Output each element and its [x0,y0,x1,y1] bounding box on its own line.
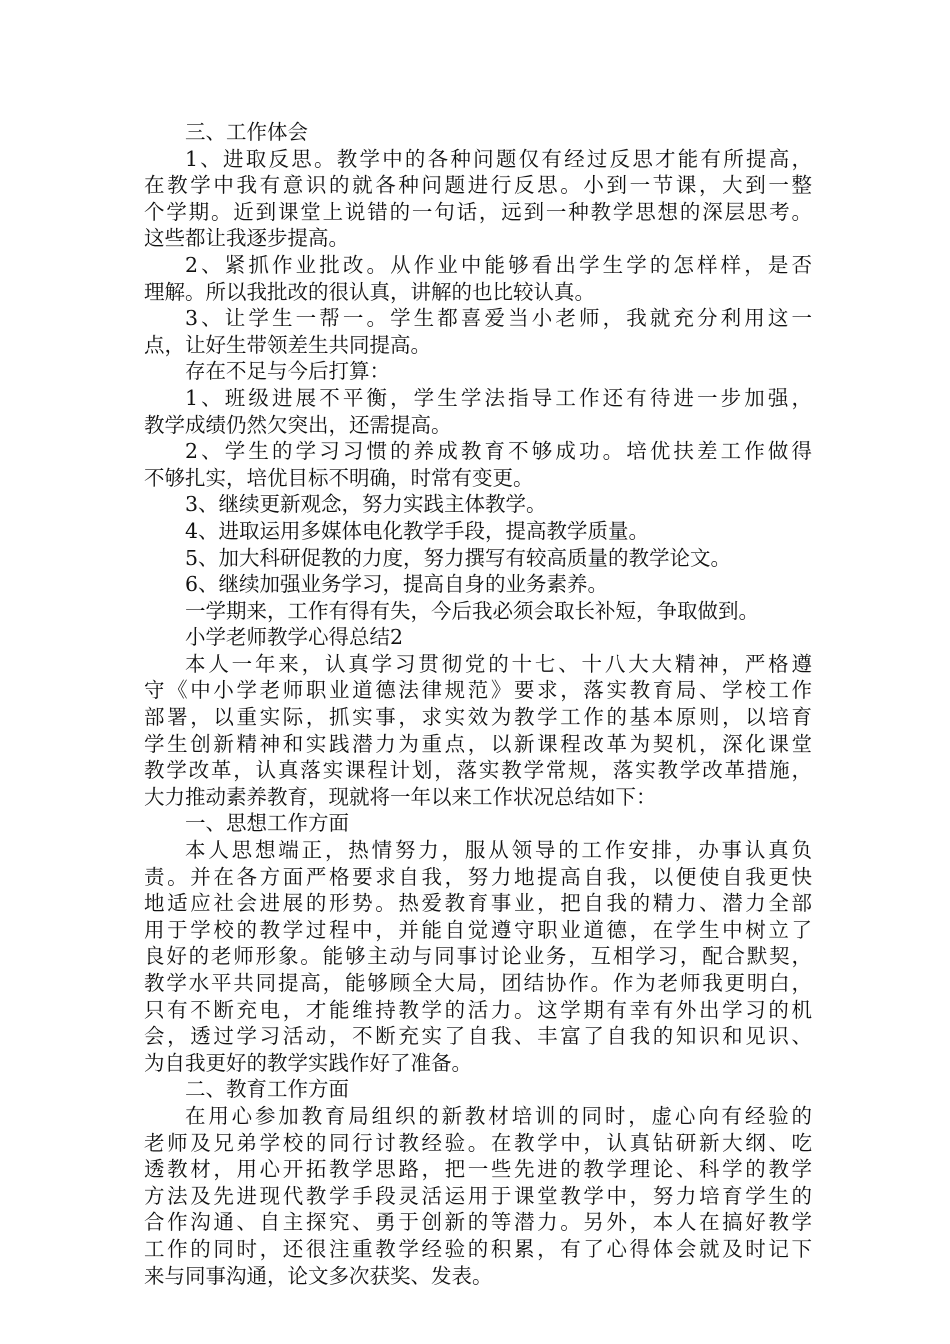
paragraph [144,358,812,385]
text-line: 1、班级进展不平衡，学生学法指导工作还有待进一步加强， [185,385,812,410]
text-line: 教学改革，认真落实课程计划，落实教学常规，落实教学改革措施， [144,758,812,783]
text-line: 2、学生的学习习惯的养成教育不够成功。培优扶差工作做得 [185,439,812,464]
paragraph [144,837,812,1076]
text-line: 老师及兄弟学校的同行讨教经验。在教学中，认真钻研新大纲、吃 [144,1130,812,1155]
text-line: 会，透过学习活动，不断充实了自我、丰富了自我的知识和见识、 [144,1024,812,1049]
text-line: 个学期。近到课堂上说错的一句话，远到一种教学思想的深层思考。 [144,199,812,224]
text-line: 2、紧抓作业批改。从作业中能够看出学生学的怎样样，是否 [185,252,812,277]
text-line: 方法及先进现代教学手段灵活运用于课堂教学中，努力培育学生的 [144,1183,812,1208]
text-line: 部署，以重实际，抓实事，求实效为教学工作的基本原则，以培育 [144,705,812,730]
text-line: 为自我更好的教学实践作好了准备。 [144,1050,472,1075]
text-line: 透教材，用心开拓教学思路，把一些先进的教学理论、科学的教学 [144,1157,812,1182]
paragraph [144,810,812,837]
text-line: 本人一年来，认真学习贯彻党的十七、十八大大精神，严格遵 [185,651,812,676]
paragraph [144,252,812,305]
paragraph [144,651,812,811]
paragraph [144,305,812,358]
paragraph [144,119,812,146]
text-line: 二、教育工作方面 [185,1077,349,1102]
text-line: 本人思想端正，热情努力，服从领导的工作安排，办事认真负 [185,838,812,863]
text-line: 理解。所以我批改的很认真，讲解的也比较认真。 [144,279,595,304]
text-line: 工作的同时，还很注重教学经验的积累，有了心得体会就及时记下 [144,1236,812,1261]
text-line: 守《中小学老师职业道德法律规范》要求，落实教育局、学校工作 [144,678,812,703]
text-line: 5、加大科研促教的力度，努力撰写有较高质量的教学论文。 [185,545,732,570]
text-line: 三、工作体会 [185,120,308,144]
paragraph [144,146,812,252]
text-line: 教学水平共同提高，能够顾全大局，团结协作。作为老师我更明白， [144,971,812,995]
paragraph [144,598,812,625]
paragraph [144,624,812,651]
paragraph [144,438,812,491]
text-line: 大力推动素养教育，现就将一年以来工作状况总结如下： [144,784,657,809]
paragraph [144,1103,812,1289]
text-line: 3、继续更新观念，努力实践主体教学。 [185,492,547,517]
text-line: 点，让好生带领差生共同提高。 [144,332,431,357]
text-line: 教学成绩仍然欠突出，还需提高。 [144,412,452,437]
paragraph [144,491,812,518]
paragraph [144,1076,812,1103]
text-line: 地适应社会进展的形势。热爱教育事业，把自我的精力、潜力全部 [144,891,812,916]
paragraph [144,545,812,572]
text-line: 不够扎实，培优目标不明确，时常有变更。 [144,465,534,490]
text-line: 学生创新精神和实践潜力为重点，以新课程改革为契机，深化课堂 [144,731,812,756]
text-line: 4、进取运用多媒体电化教学手段，提高教学质量。 [185,518,650,543]
text-line: 1、进取反思。教学中的各种问题仅有经过反思才能有所提高， [185,146,812,171]
text-line: 在教学中我有意识的就各种问题进行反思。小到一节课，大到一整 [144,173,812,198]
text-line: 这些都让我逐步提高。 [144,226,349,251]
paragraph [144,518,812,545]
text-line: 只有不断充电，才能维持教学的活力。这学期有幸有外出学习的机 [144,997,812,1022]
text-line: 良好的老师形象。能够主动与同事讨论业务，互相学习，配合默契， [144,944,812,969]
text-line: 用于学校的教学过程中，并能自觉遵守职业道德，在学生中树立了 [144,917,812,942]
text-line: 一、思想工作方面 [185,811,349,836]
text-line: 合作沟通、自主探究、勇于创新的等潜力。另外，本人在搞好教学 [144,1210,812,1235]
text-line: 在用心参加教育局组织的新教材培训的同时，虚心向有经验的 [185,1103,812,1128]
text-line: 小学老师教学心得总结2 [185,625,404,650]
text-line: 责。并在各方面严格要求自我，努力地提高自我，以便使自我更快 [144,864,812,889]
text-line: 存在不足与今后打算： [185,359,390,384]
text-line: 6、继续加强业务学习，提高自身的业务素养。 [185,572,609,597]
paragraph [144,571,812,598]
text-line: 来与同事沟通，论文多次获奖、发表。 [144,1263,493,1288]
document-page [144,119,812,1289]
paragraph [144,385,812,438]
text-line: 3、让学生一帮一。学生都喜爱当小老师，我就充分利用这一 [185,306,812,331]
text-line: 一学期来，工作有得有失，今后我必须会取长补短，争取做到。 [185,598,759,623]
